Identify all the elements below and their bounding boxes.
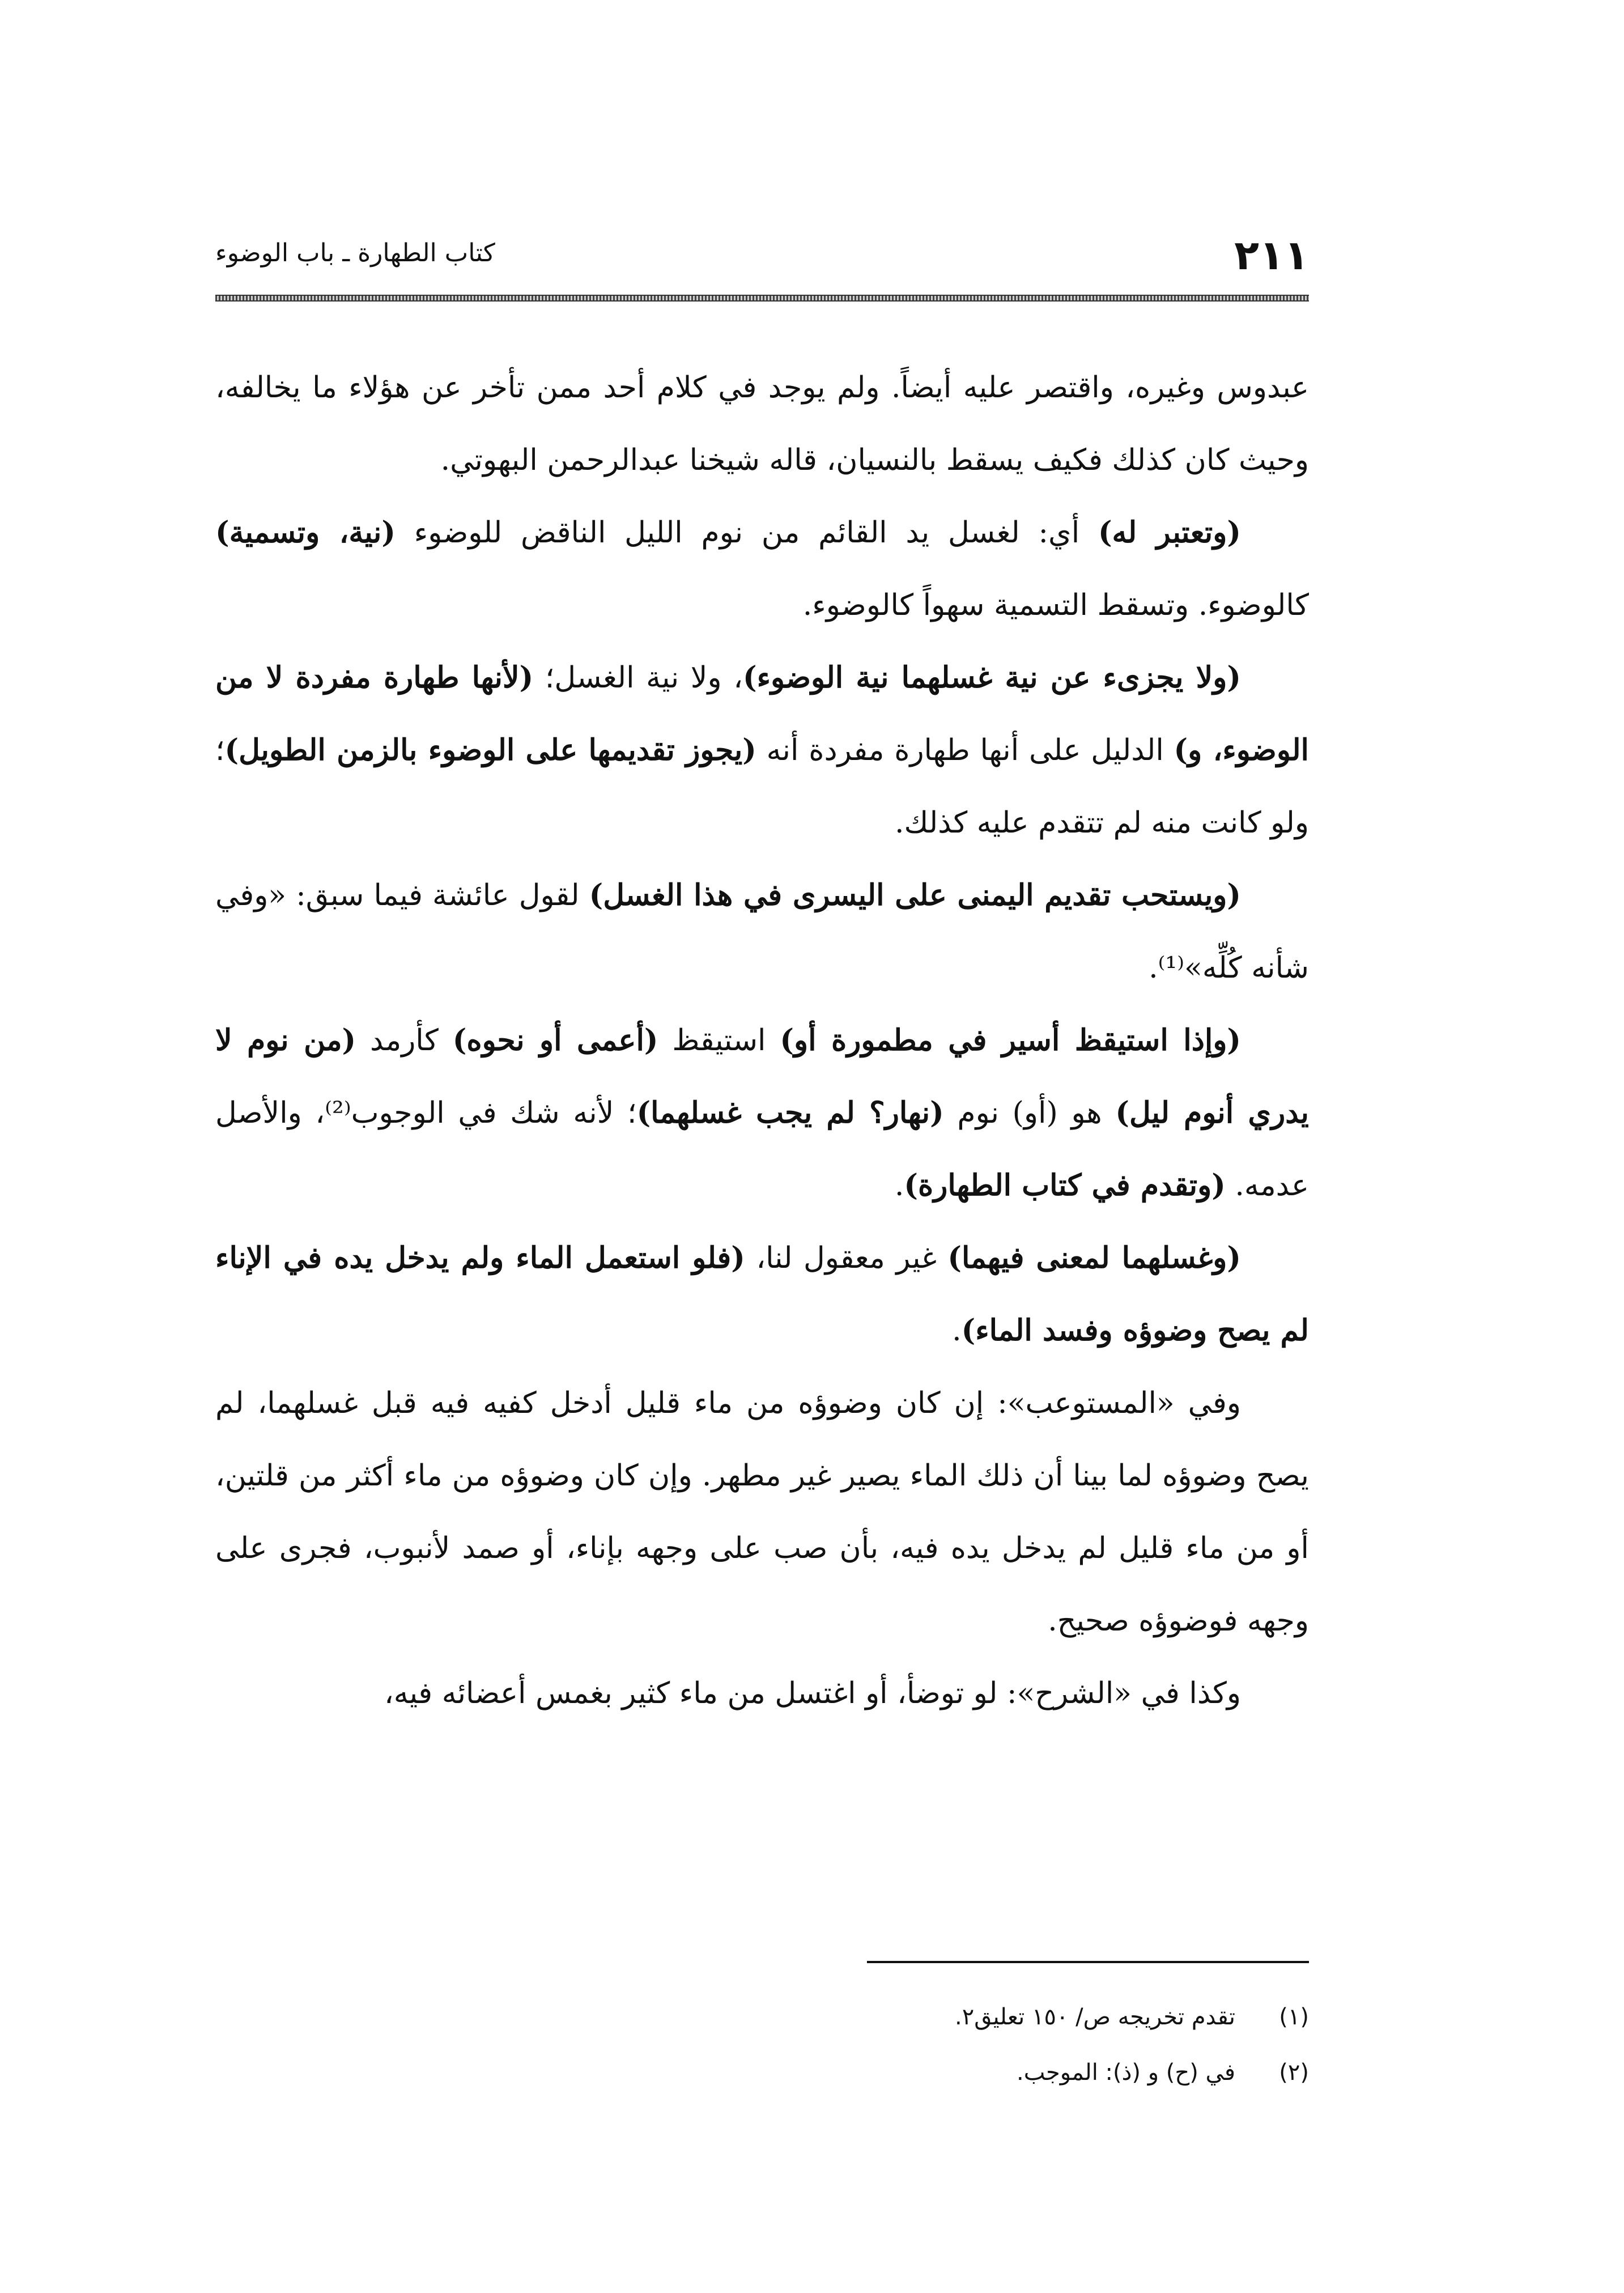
bold-term: (وتقدم في كتاب الطهارة) bbox=[904, 1168, 1226, 1203]
paragraph-7: وفي «المستوعب»: إن كان وضوؤه من ماء قليل أدخل كفيه فيه قبل غسلهما، لم يصح وضوؤه لما بينا أن ذلك الماء يصير غير مطهر. وإن كان وضوؤه من ماء أكثر من قلتين، أو من ماء قليل لم يدخل يده فيه، بأن صب على وجهه بإناء، أو صمد لأنبوب، فجرى على وجهه فوضوؤه صحيح. bbox=[215, 1386, 1309, 1638]
bold-term: (لأنها طهارة مفردة لا من الوضوء، و) bbox=[215, 660, 1309, 767]
paragraph-5: (وإذا استيقظ أسير في مطمورة أو) استيقظ (أعمى أو نحوه) كأرمد (من نوم لا يدري أنوم ليل) هو (أو) نوم (نهار؟ لم يجب غسلهما)؛ لأنه شك في الوجوب⁽²⁾، والأصل عدمه. (وتقدم في كتاب الطهارة). bbox=[215, 1023, 1309, 1203]
footnote-2 bbox=[215, 2045, 1309, 2100]
paragraph-8: وكذا في «الشرح»: لو توضأ، أو اغتسل من ماء كثير بغمس أعضائه فيه، bbox=[384, 1676, 1241, 1710]
page-number: ٢١١ bbox=[1234, 231, 1309, 279]
bold-term: (نية، وتسمية) bbox=[215, 515, 396, 550]
paragraph-6: (وغسلهما لمعنى فيهما) غير معقول لنا، (فلو استعمل الماء ولم يدخل يده في الإناء لم يصح وضوؤه وفسد الماء). bbox=[215, 1241, 1309, 1348]
bold-term: (يجوز تقديمها على الوضوء بالزمن الطويل) bbox=[224, 733, 756, 767]
paragraph-4: (ويستحب تقديم اليمنى على اليسرى في هذا الغسل) لقول عائشة فيما سبق: «وفي شأنه كُلِّه»⁽¹⁾. bbox=[215, 878, 1309, 985]
footnote-1 bbox=[215, 1989, 1309, 2045]
header-divider bbox=[215, 295, 1309, 302]
footnote-text: تقدم تخريجه ص/ ١٥٠ تعليق٢. bbox=[954, 2004, 1235, 2030]
bold-term: (ويستحب تقديم اليمنى على اليسرى في هذا الغسل) bbox=[589, 878, 1242, 912]
bold-term: (وتعتبر له) bbox=[1098, 515, 1241, 550]
running-title: كتاب الطهارة ـ باب الوضوء bbox=[215, 239, 495, 267]
footnote-divider bbox=[867, 1961, 1309, 1963]
bold-term: (من نوم لا يدري أنوم ليل) bbox=[215, 1023, 1309, 1130]
main-text bbox=[215, 351, 1309, 1730]
bold-term: (نهار؟ لم يجب غسلهما) bbox=[636, 1095, 944, 1130]
paragraph-2: (وتعتبر له) أي: لغسل يد القائم من نوم الليل الناقض للوضوء (نية، وتسمية) كالوضوء. وتسقط التسمية سهواً كالوضوء. bbox=[215, 515, 1309, 622]
running-header bbox=[215, 224, 1309, 286]
bold-term: (وغسلهما لمعنى فيهما) bbox=[947, 1241, 1241, 1275]
footnote-number: (١) bbox=[1279, 2004, 1309, 2030]
footnotes bbox=[215, 1989, 1309, 2100]
paragraph-1: عبدوس وغيره، واقتصر عليه أيضاً. ولم يوجد في كلام أحد ممن تأخر عن هؤلاء ما يخالفه، وحيث كان كذلك فكيف يسقط بالنسيان، قاله شيخنا عبدالرحمن البهوتي. bbox=[215, 371, 1310, 477]
bold-term: (أعمى أو نحوه) bbox=[452, 1023, 658, 1058]
footnote-number: (٢) bbox=[1279, 2060, 1309, 2086]
paragraph-3: (ولا يجزىء عن نية غسلهما نية الوضوء)، ولا نية الغسل؛ (لأنها طهارة مفردة لا من الوضوء، و) الدليل على أنها طهارة مفردة أنه (يجوز تقديمها على الوضوء بالزمن الطويل)؛ ولو كانت منه لم تتقدم عليه كذلك. bbox=[215, 660, 1309, 840]
bold-term: (ولا يجزىء عن نية غسلهما نية الوضوء) bbox=[742, 660, 1241, 695]
bold-term: (فلو استعمل الماء ولم يدخل يده في الإناء لم يصح وضوؤه وفسد الماء) bbox=[215, 1241, 1309, 1348]
footnote-text: في (ح) و (ذ): الموجب. bbox=[1017, 2060, 1235, 2086]
bold-term: (وإذا استيقظ أسير في مطمورة أو) bbox=[780, 1023, 1242, 1058]
